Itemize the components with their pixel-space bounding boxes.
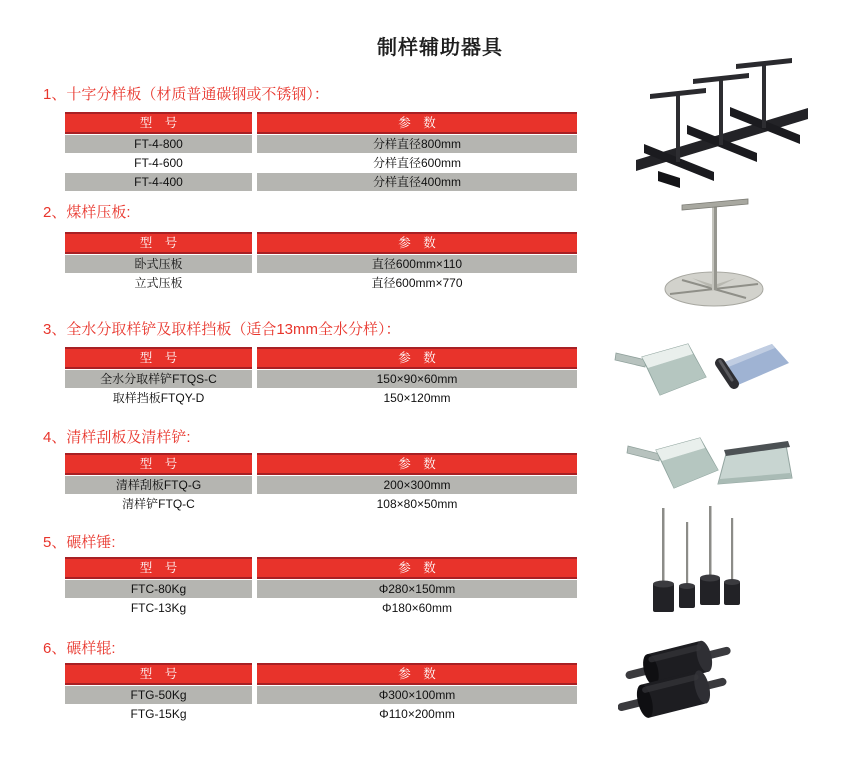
col-header-param: 参 数 bbox=[257, 557, 577, 579]
model-cell: 卧式压板 bbox=[65, 255, 252, 273]
col-header-param: 参 数 bbox=[257, 347, 577, 369]
spec-table bbox=[65, 453, 577, 513]
table-row bbox=[65, 154, 577, 172]
section-rollers bbox=[43, 639, 577, 723]
param-cell: 200×300mm bbox=[257, 476, 577, 494]
param-cell: Φ300×100mm bbox=[257, 686, 577, 704]
table-header-row bbox=[65, 453, 577, 475]
spec-table bbox=[65, 112, 577, 191]
model-cell: FT-4-800 bbox=[65, 135, 252, 153]
model-cell: 清样铲FTQ-C bbox=[65, 495, 252, 513]
section-coal-press bbox=[43, 203, 577, 292]
section-cleaning-tools bbox=[43, 428, 577, 513]
section-cross-divider bbox=[43, 85, 577, 191]
table-row bbox=[65, 686, 577, 704]
section-moisture-scoop bbox=[43, 320, 577, 407]
param-cell: 108×80×50mm bbox=[257, 495, 577, 513]
table-row bbox=[65, 389, 577, 407]
cleaning-scraper-scoop-photo bbox=[622, 428, 794, 496]
table-row bbox=[65, 476, 577, 494]
cross-divider-photo bbox=[622, 50, 817, 188]
section-heading: 6、碾样辊: bbox=[43, 640, 116, 657]
table-row bbox=[65, 705, 577, 723]
section-heading: 4、清样刮板及清样铲: bbox=[43, 429, 191, 446]
param-cell: 分样直径800mm bbox=[257, 135, 577, 153]
model-cell: FTG-15Kg bbox=[65, 705, 252, 723]
col-header-param: 参 数 bbox=[257, 453, 577, 475]
sample-rollers-photo bbox=[618, 640, 746, 718]
table-header-row bbox=[65, 232, 577, 254]
section-heading: 3、全水分取样铲及取样挡板（适合13mm全水分样）： bbox=[43, 321, 401, 338]
param-cell: Φ180×60mm bbox=[257, 599, 577, 617]
param-cell: 分样直径400mm bbox=[257, 173, 577, 191]
col-header-model: 型 号 bbox=[65, 232, 252, 254]
model-cell: FT-4-600 bbox=[65, 154, 252, 172]
model-cell: FTC-80Kg bbox=[65, 580, 252, 598]
table-row bbox=[65, 274, 577, 292]
table-header-row bbox=[65, 557, 577, 579]
table-header-row bbox=[65, 112, 577, 134]
param-cell: 150×120mm bbox=[257, 389, 577, 407]
section-hammers bbox=[43, 533, 577, 617]
sample-hammers-photo bbox=[650, 504, 745, 620]
model-cell: 立式压板 bbox=[65, 274, 252, 292]
section-heading: 1、十字分样板（材质普通碳钢或不锈钢）： bbox=[43, 86, 329, 103]
col-header-param: 参 数 bbox=[257, 663, 577, 685]
model-cell: FTG-50Kg bbox=[65, 686, 252, 704]
spec-table bbox=[65, 347, 577, 407]
section-heading: 5、碾样锤: bbox=[43, 534, 116, 551]
spec-table bbox=[65, 557, 577, 617]
col-header-model: 型 号 bbox=[65, 347, 252, 369]
spec-table bbox=[65, 663, 577, 723]
col-header-model: 型 号 bbox=[65, 112, 252, 134]
param-cell: Φ110×200mm bbox=[257, 705, 577, 723]
table-row bbox=[65, 173, 577, 191]
table-row bbox=[65, 580, 577, 598]
col-header-param: 参 数 bbox=[257, 232, 577, 254]
moisture-scoop-board-photo bbox=[612, 337, 794, 403]
table-header-row bbox=[65, 663, 577, 685]
model-cell: 清样刮板FTQ-G bbox=[65, 476, 252, 494]
col-header-model: 型 号 bbox=[65, 453, 252, 475]
model-cell: FT-4-400 bbox=[65, 173, 252, 191]
table-row bbox=[65, 370, 577, 388]
page-title: 制样辅助器具 bbox=[377, 37, 503, 59]
section-heading: 2、煤样压板: bbox=[43, 204, 131, 221]
table-row bbox=[65, 135, 577, 153]
spec-table bbox=[65, 232, 577, 292]
param-cell: 分样直径600mm bbox=[257, 154, 577, 172]
table-header-row bbox=[65, 347, 577, 369]
col-header-param: 参 数 bbox=[257, 112, 577, 134]
table-row bbox=[65, 255, 577, 273]
table-row bbox=[65, 599, 577, 617]
model-cell: FTC-13Kg bbox=[65, 599, 252, 617]
col-header-model: 型 号 bbox=[65, 557, 252, 579]
param-cell: 150×90×60mm bbox=[257, 370, 577, 388]
table-row bbox=[65, 495, 577, 513]
param-cell: Φ280×150mm bbox=[257, 580, 577, 598]
col-header-model: 型 号 bbox=[65, 663, 252, 685]
model-cell: 全水分取样铲FTQS-C bbox=[65, 370, 252, 388]
param-cell: 直径600mm×770 bbox=[257, 274, 577, 292]
model-cell: 取样挡板FTQY-D bbox=[65, 389, 252, 407]
vertical-press-photo bbox=[652, 192, 777, 312]
param-cell: 直径600mm×110 bbox=[257, 255, 577, 273]
